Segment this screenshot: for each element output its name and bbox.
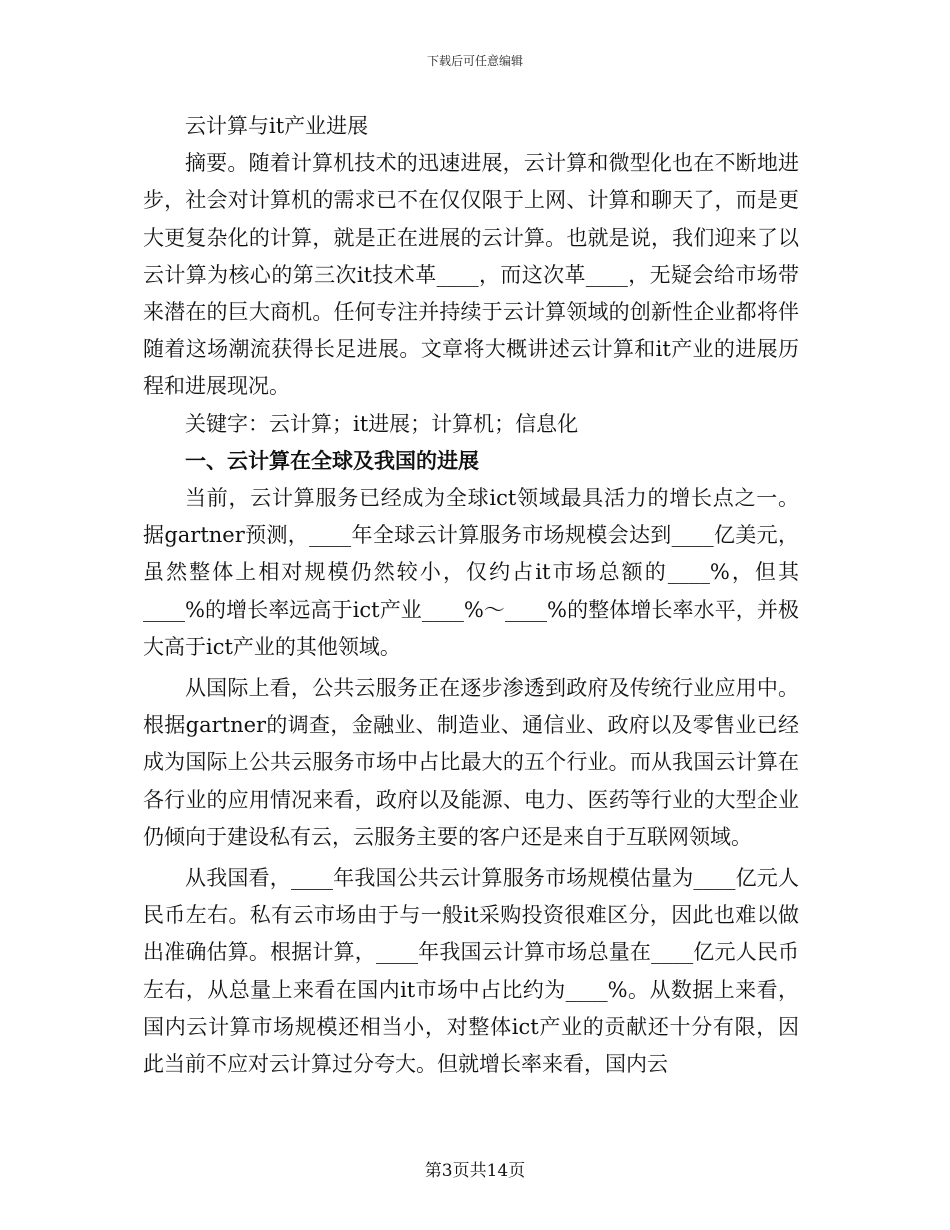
keywords-line: 关键字：云计算；it进展；计算机；信息化	[185, 411, 579, 436]
body-paragraph-3: 从我国看，____年我国公共云计算服务市场规模估量为____亿元人民币左右。私有云市场由于与一般it采购投资很难区分，因此也难以做出准确估算。根据计算，____年我国云计算市场总量在____亿元人民币左右，从总量上来看在国内it市场中占比约为____%。从数据上来看，国内云计算市场规模还相当小，对整体ict产业的贡献还十分有限，因此当前不应对云计算过分夸大。但就增长率来看，国内云	[143, 866, 799, 1077]
body-paragraph-2: 从国际上看，公共云服务正在逐步渗透到政府及传统行业应用中。根据gartner的调查，金融业、制造业、通信业、政府以及零售业已经成为国际上公共云服务市场中占比最大的五个行业。而从我国云计算在各行业的应用情况来看，政府以及能源、电力、医药等行业的大型企业仍倾向于建设私有云，云服务主要的客户还是来自于互联网领域。	[143, 676, 799, 849]
page-number: 第3页共14页	[424, 1161, 526, 1181]
document-body	[143, 108, 799, 1083]
section-heading: 一、云计算在全球及我国的进展	[185, 448, 479, 473]
document-title: 云计算与it产业进展	[185, 114, 369, 138]
page-header: 下载后可任意编辑	[426, 54, 523, 68]
abstract-paragraph: 摘要。随着计算机技术的迅速进展，云计算和微型化也在不断地进步，社会对计算机的需求已不在仅仅限于上网、计算和聊天了，而是更大更复杂化的计算，就是正在进展的云计算。也就是说，我们迎来了以云计算为核心的第三次it技术革____，而这次革____，无疑会给市场带来潜在的巨大商机。任何专注并持续于云计算领域的创新性企业都将伴随着这场潮流获得长足进展。文章将大概讲述云计算和it产业的进展历程和进展现况。	[143, 151, 799, 399]
body-paragraph-1: 当前，云计算服务已经成为全球ict领域最具活力的增长点之一。据gartner预测，____年全球云计算服务市场规模会达到____亿美元，虽然整体上相对规模仍然较小，仅约占it市场总额的____%，但其____%的增长率远高于ict产业____%～____%的整体增长率水平，并极大高于ict产业的其他领域。	[143, 486, 799, 659]
